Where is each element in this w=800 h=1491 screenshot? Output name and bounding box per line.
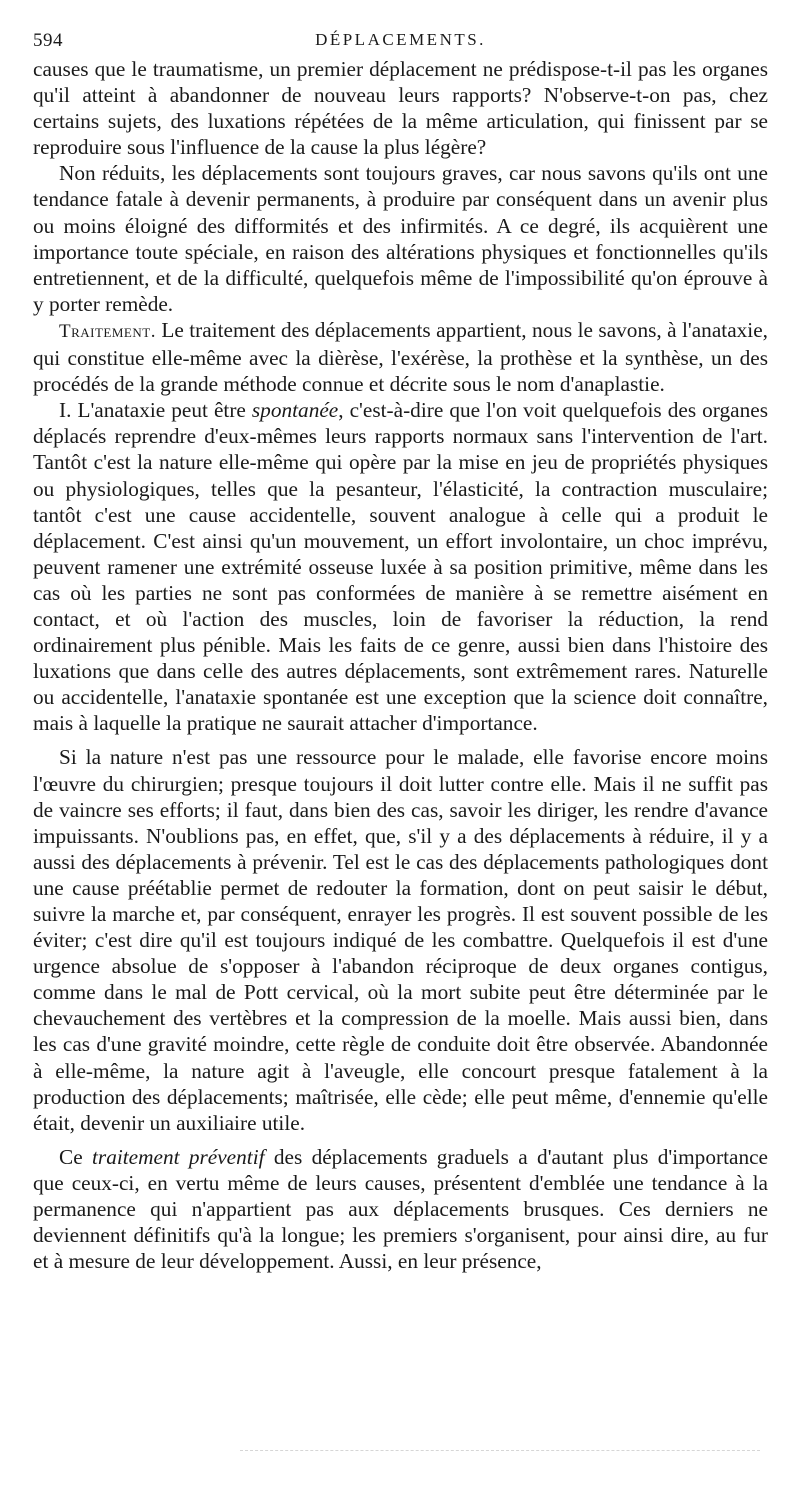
paragraph-anataxie [33, 397, 768, 736]
paragraph-continued [33, 56, 768, 160]
italic-term: traitement préventif [91, 1144, 265, 1169]
running-title: DÉPLACEMENTS. [315, 30, 486, 49]
paragraph-text: Non réduits, les déplacements sont toujours graves, car nous savons qu'ils ont une tendance fatale à devenir permanents, à produire par conséquent dans un avenir plus ou moins éloigné des difformités et des infirmités. A ce degré, ils acquièrent une importance toute spéciale, en raison des altérations physiques et fonctionnelles qu'ils entretiennent, et de la difficulté, quelquefois même de l'impossibilité qu'on éprouve à y porter remède. [33, 161, 768, 316]
footer-scan-artifact [240, 1450, 760, 1452]
body-text [33, 56, 768, 1274]
paragraph-traitement-preventif [33, 1144, 768, 1274]
page [33, 30, 768, 1274]
section-lead: Traitement. [59, 320, 156, 342]
italic-term: spontanée [251, 398, 339, 423]
paragraph-text-after: , c'est-à-dire que l'on voit quelquefois des organes déplacés reprendre d'eux-mêmes leurs rapports normaux sans l'intervention de l'art. Tantôt c'est la nature elle-même qui opère par la mise en jeu de propriétés physiques ou physiologiques, telles que la pesanteur, l'élasticité, la contraction musculaire; tantôt c'est une cause accidentelle, souvent analogue à celle qui a produit le déplacement. C'est ainsi qu'un mouvement, un effort involontaire, un choc imprévu, peuvent ramener une extrémité osseuse luxée à sa position primitive, même dans les cas où les parties ne sont pas conformées de manière à se remettre aisément en contact, et où l'action des muscles, loin de favoriser la réduction, la rend ordinairement plus pénible. Mais les faits de ce genre, aussi bien dans l'histoire des luxations que dans celle des autres déplacements, sont extrêmement rares. Naturelle ou accidentelle, l'anataxie spontanée est une exception que la science doit connaître, mais à laquelle la pratique ne saurait attacher d'importance. [33, 398, 768, 736]
paragraph-text: Si la nature n'est pas une ressource pour le malade, elle favorise encore moins l'œuvre du chirurgien; presque toujours il doit lutter contre elle. Mais il ne suffit pas de vaincre ses efforts; il faut, dans bien des cas, savoir les diriger, les rendre d'avance impuissants. N'oublions pas, en effet, que, s'il y a des déplacements à réduire, il y a aussi des déplacements à prévenir. Tel est le cas des déplacements pathologiques dont une cause préétablie permet de redouter la formation, dont on peut saisir le début, suivre la marche et, par conséquent, enrayer les progrès. Il est souvent possible de les éviter; c'est dire qu'il est toujours indiqué de les combattre. Quelquefois il est d'une urgence absolue de s'opposer à l'abandon réciproque de deux organes contigus, comme dans le mal de Pott cervical, où la mort subite peut être déterminée par le chevauchement des vertèbres et la compression de la moelle. Mais aussi bien, dans les cas d'une gravité moindre, cette règle de conduite doit être observée. Abandonnée à elle-même, la nature agit à l'aveugle, elle concourt presque fatalement à la production des déplacements; maîtrisée, elle cède; elle peut même, d'ennemie qu'elle était, devenir un auxiliaire utile. [33, 745, 768, 1135]
paragraph [33, 744, 768, 1135]
paragraph-text: Le traitement des déplacements appartient, nous le savons, à l'anataxie, qui constitue elle-même avec la dièrèse, l'exérèse, la prothèse et la synthèse, un des procédés de la grande méthode connue et décrite sous le nom d'anaplastie. [33, 317, 768, 397]
paragraph-text-before: I. L'anataxie peut être [59, 398, 252, 423]
paragraph [33, 160, 768, 317]
paragraph-text: causes que le traumatisme, un premier déplacement ne prédispose-t-il pas les organes qu'il atteint à abandonner de nouveau leurs rapports? N'observe-t-on pas, chez certains sujets, des luxations répétées de la même articulation, qui finissent par se reproduire sous l'influence de la cause la plus légère? [33, 57, 768, 160]
paragraph-text-before: Ce [59, 1144, 92, 1169]
paragraph-text-after: des déplacements graduels a d'autant plus d'importance que ceux-ci, en vertu même de leurs causes, présentent d'emblée une tendance à la permanence qui n'appartient pas aux déplacements brusques. Ces derniers ne deviennent définitifs qu'à la longue; les premiers s'organisent, pour ainsi dire, au fur et à mesure de leur développement. Aussi, en leur présence, [33, 1144, 768, 1274]
page-header [33, 30, 768, 56]
page-number: 594 [33, 30, 63, 51]
paragraph-traitement [33, 317, 768, 397]
